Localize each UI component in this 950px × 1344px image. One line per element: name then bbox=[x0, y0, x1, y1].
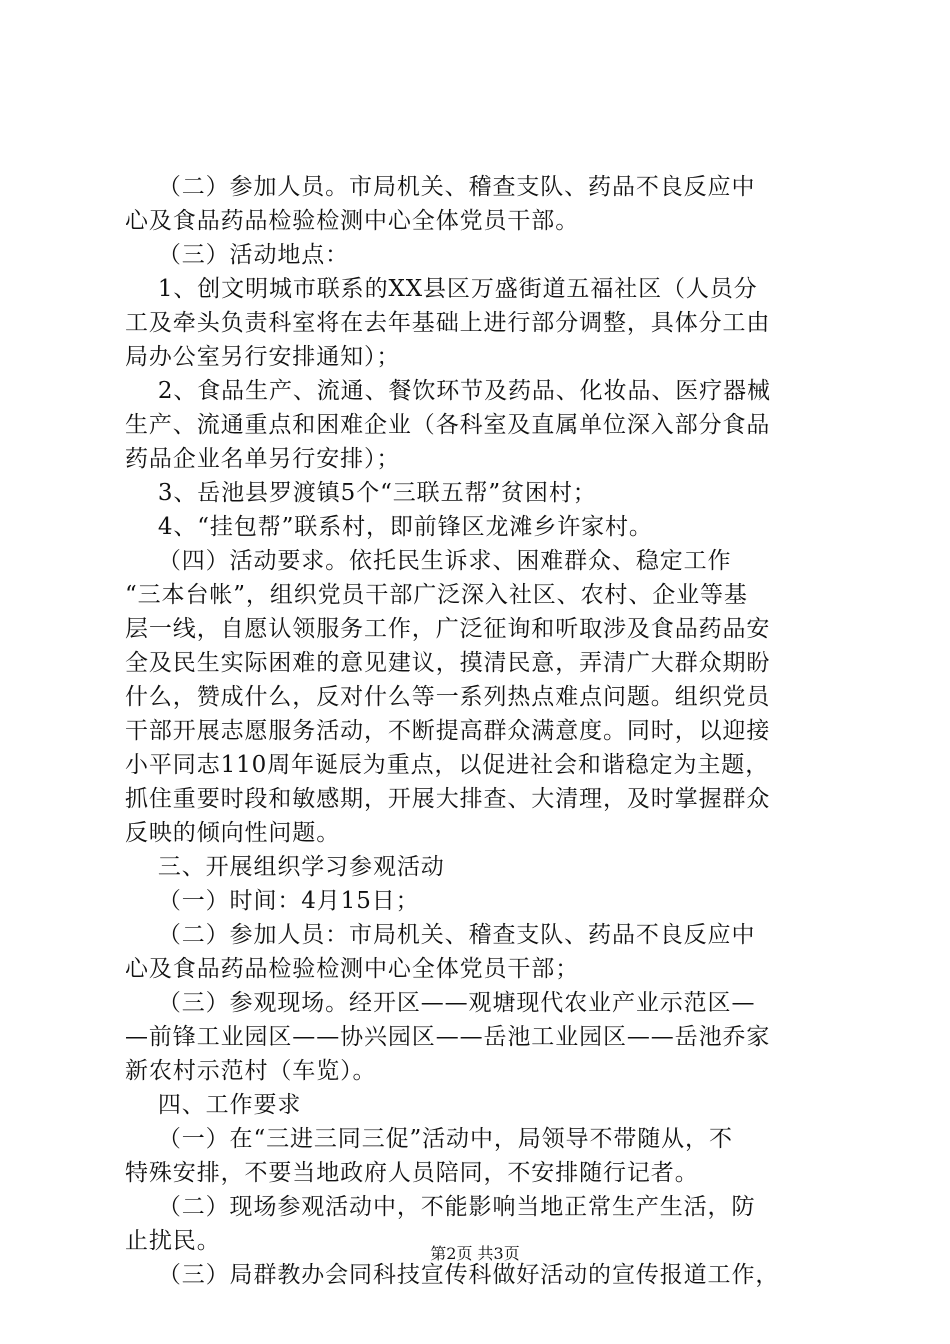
text-line: 3、岳池县罗渡镇5个“三联五帮”贫困村； bbox=[125, 480, 597, 506]
text-line: 心及食品药品检验检测中心全体党员干部。 bbox=[125, 208, 580, 234]
page-number-footer: 第2页 共3页 bbox=[430, 1244, 520, 1263]
text-line: 干部开展志愿服务活动，不断提高群众满意度。同时，以迎接 bbox=[125, 718, 771, 744]
paragraph-requirements bbox=[125, 544, 835, 850]
text-line: 2、食品生产、流通、餐饮环节及药品、化妆品、医疗器械 bbox=[125, 378, 771, 404]
paragraph-participants bbox=[125, 170, 835, 238]
text-line: （二）参加人员：市局机关、稽查支队、药品不良反应中 bbox=[125, 922, 756, 948]
text-line: （三）局群教办会同科技宣传科做好活动的宣传报道工作， bbox=[125, 1262, 780, 1288]
text-line: “三本台帐”，组织党员干部广泛深入社区、农村、企业等基 bbox=[125, 582, 748, 608]
paragraph-location-4 bbox=[125, 510, 835, 544]
text-line: （四）活动要求。依托民生诉求、困难群众、稳定工作 bbox=[125, 548, 732, 574]
text-line: 4、“挂包帮”联系村，即前锋区龙滩乡许家村。 bbox=[125, 514, 653, 540]
text-line: 小平同志110周年诞辰为重点，以促进社会和谐稳定为主题， bbox=[125, 752, 770, 778]
text-line: 止扰民。 bbox=[125, 1228, 221, 1254]
text-line: （三）活动地点： bbox=[125, 242, 350, 268]
text-line: （二）现场参观活动中，不能影响当地正常生产生活，防 bbox=[125, 1194, 756, 1220]
text-line: 药品企业名单另行安排）； bbox=[125, 446, 401, 472]
text-line: 抓住重要时段和敏感期，开展大排查、大清理，及时掌握群众 bbox=[125, 786, 771, 812]
text-line: （一）时间：4月15日； bbox=[125, 888, 420, 914]
text-line: 心及食品药品检验检测中心全体党员干部； bbox=[125, 956, 580, 982]
paragraph-visit-participants bbox=[125, 918, 835, 986]
section-heading-3 bbox=[125, 850, 835, 884]
paragraph-work-req-1 bbox=[125, 1122, 835, 1190]
text-line: 四、工作要求 bbox=[125, 1092, 302, 1118]
text-line: 反映的倾向性问题。 bbox=[125, 820, 341, 846]
paragraph-locations-heading bbox=[125, 238, 835, 272]
text-line: （二）参加人员。市局机关、稽查支队、药品不良反应中 bbox=[125, 174, 756, 200]
text-line: 生产、流通重点和困难企业（各科室及直属单位深入部分食品 bbox=[125, 412, 771, 438]
text-line: 层一线，自愿认领服务工作，广泛征询和听取涉及食品药品安 bbox=[125, 616, 771, 642]
text-line: （三）参观现场。经开区——观塘现代农业产业示范区— bbox=[125, 990, 756, 1016]
text-line: 特殊安排，不要当地政府人员陪同，不安排随行记者。 bbox=[125, 1160, 699, 1186]
paragraph-location-1 bbox=[125, 272, 835, 374]
section-heading-4 bbox=[125, 1088, 835, 1122]
text-line: 新农村示范村（车览）。 bbox=[125, 1058, 377, 1084]
text-line: —前锋工业园区——协兴园区——岳池工业园区——岳池乔家 bbox=[125, 1024, 771, 1050]
text-line: （一）在“三进三同三促”活动中，局领导不带随从，不 bbox=[125, 1126, 733, 1152]
text-line: 三、开展组织学习参观活动 bbox=[125, 854, 445, 880]
text-line: 工及牵头负责科室将在去年基础上进行部分调整，具体分工由 bbox=[125, 310, 771, 336]
text-line: 什么，赞成什么，反对什么等一系列热点难点问题。组织党员 bbox=[125, 684, 771, 710]
document-body bbox=[125, 170, 835, 1292]
text-line: 局办公室另行安排通知）； bbox=[125, 344, 401, 370]
text-line: 全及民生实际困难的意见建议，摸清民意，弄清广大群众期盼 bbox=[125, 650, 771, 676]
paragraph-time bbox=[125, 884, 835, 918]
paragraph-location-2 bbox=[125, 374, 835, 476]
paragraph-visit-sites bbox=[125, 986, 835, 1088]
text-line: 1、创文明城市联系的XX县区万盛街道五福社区（人员分 bbox=[125, 276, 758, 302]
paragraph-location-3 bbox=[125, 476, 835, 510]
